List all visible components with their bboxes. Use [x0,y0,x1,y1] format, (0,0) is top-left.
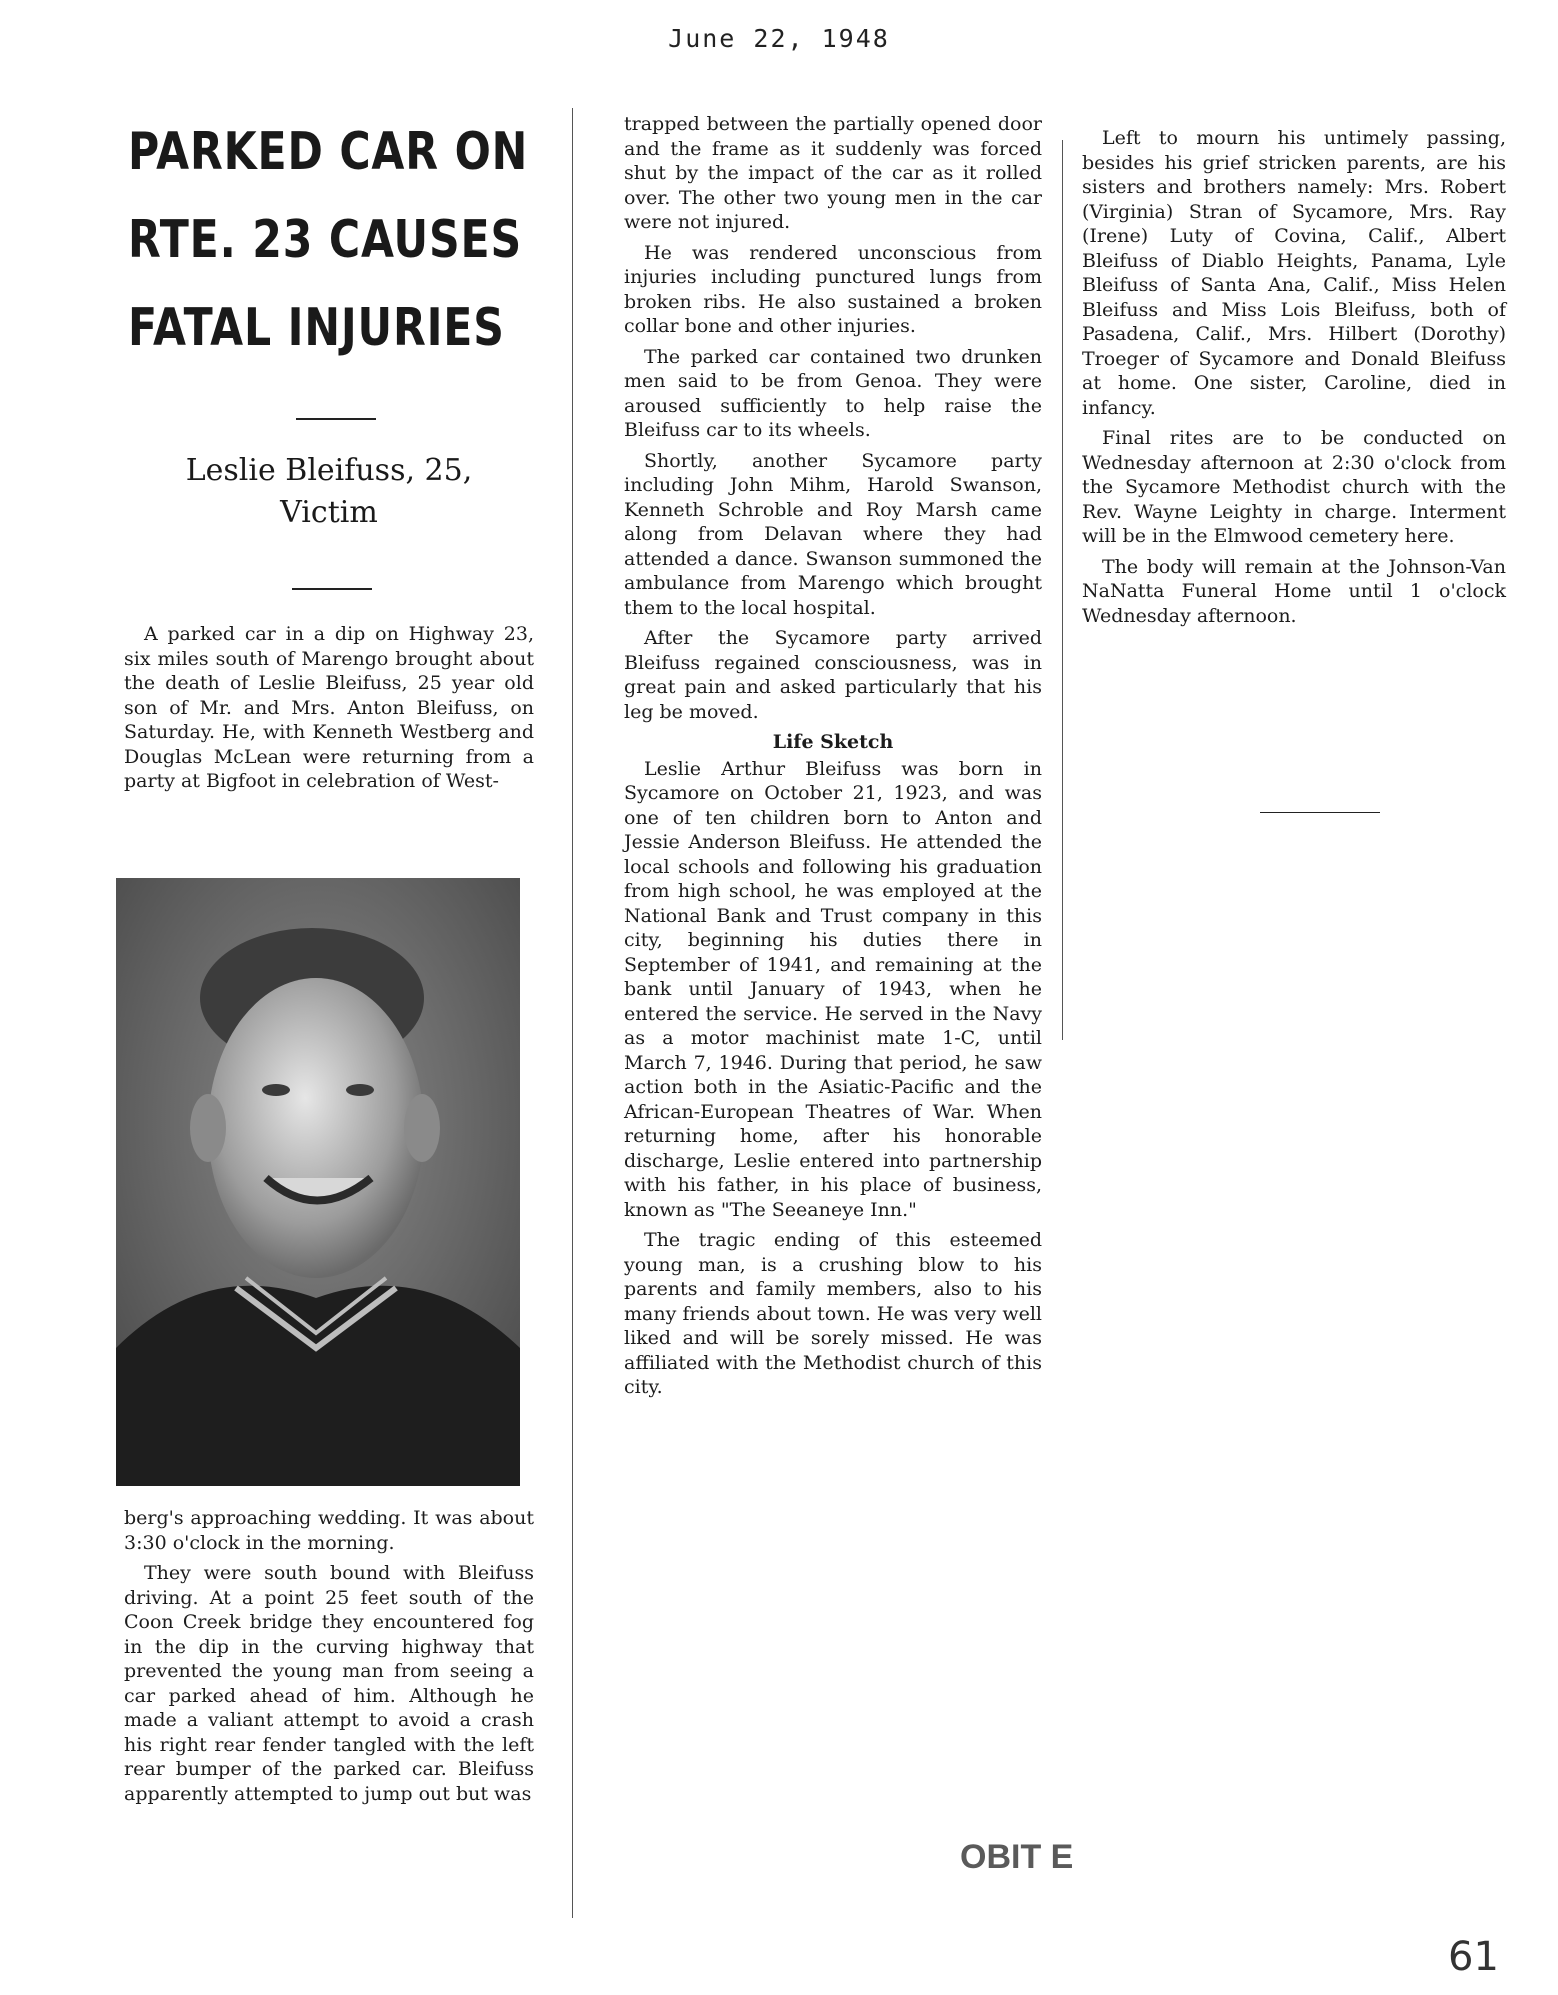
paragraph: He was rendered unconscious from injuries including punctured lungs from broken ribs. He also sustained a broken collar bone and other injuries. [624,241,1042,337]
paragraph: After the Sycamore party arrived Bleifuss regained consciousness, was in great pain and asked particularly that his leg be moved. [624,627,1042,723]
paragraph: Left to mourn his untimely passing, besides his grief stricken parents, are his sisters and brothers namely: Mrs. Robert (Virginia) Stran of Sycamore, Mrs. Ray (Irene) Luty of Covina, Calif., Albert Bleifuss of Diablo Heights, Panama, Lyle Bleifuss of Santa Ana, Calif., Miss Helen Bleifuss and Miss Lois Bleifuss, both of Pasadena, Calif., Mrs. Hilbert (Dorothy) Troeger of Sycamore and Donald Bleifuss at home. One sister, Caroline, died in infancy. [1082,127,1506,419]
headline-divider [296,418,376,420]
paragraph: They were south bound with Bleifuss driving. At a point 25 feet south of the Coon Creek bridge they encountered fog in the dip in the curving highway that prevented the young man from seeing a car parked ahead of him. Although he made a valiant attempt to avoid a crash his right rear fender tangled with the left rear bumper of the parked car. Bleifuss apparently attempted to jump out but was [124,1562,534,1805]
paragraph: The tragic ending of this esteemed young man, is a crushing blow to his parents and family members, also to his many friends about town. He was very well liked and will be sorely missed. He was affiliated with the Methodist church of this city. [624,1229,1042,1398]
sailor-portrait-image [116,878,520,1486]
end-rule [1260,812,1380,813]
life-sketch-heading: Life Sketch [772,731,894,753]
obit-stamp: OBIT E [960,1838,1074,1876]
article-column-3 [1082,126,1506,634]
subheadline [124,450,534,534]
subhead-divider [292,588,372,590]
paragraph: The body will remain at the Johnson-Van NaNatta Funeral Home until 1 o'clock Wednesday afternoon. [1082,555,1506,627]
article-column-2 [624,112,1042,1406]
headline-line-3: FATAL INJURIES [128,298,505,358]
page-number: 61 [1448,1934,1499,1980]
paragraph: berg's approaching wedding. It was about 3:30 o'clock in the morning. [124,1507,534,1554]
intro-paragraph: A parked car in a dip on Highway 23, six miles south of Marengo brought about the death of Leslie Bleifuss, 25 year old son of Mr. and Mrs. Anton Bleifuss, on Saturday. He, with Kenneth Westberg and Douglas McLean were returning from a party at Bigfoot in celebration of West- [124,623,534,792]
headline [128,108,529,372]
headline-line-1: PARKED CAR ON [128,122,529,182]
paragraph: Leslie Arthur Bleifuss was born in Sycamore on October 21, 1923, and was one of ten children born to Anton and Jessie Anderson Bleifuss. He attended the local schools and following his graduation from high school, he was employed at the National Bank and Trust company in this city, beginning his duties there in September of 1941, and remaining at the bank until January of 1943, when he entered the service. He served in the Navy as a motor machinist mate 1-C, until March 7, 1946. During that period, he saw action both in the Asiatic-Pacific and the African-European Theatres of War. When returning home, after his honorable discharge, Leslie entered into partnership with his father, in his place of business, known as "The Seeaneye Inn." [624,757,1042,1221]
paragraph: Final rites are to be conducted on Wednesday afternoon at 2:30 o'clock from the Sycamore Methodist church with the Rev. Wayne Leighty in charge. Interment will be in the Elmwood cemetery here. [1082,427,1506,547]
article-intro [124,622,534,800]
subhead-line-2: Victim [280,495,378,530]
paragraph: Shortly, another Sycamore party including John Mihm, Harold Swanson, Kenneth Schroble and Roy Marsh came along from Delavan where they had attended a dance. Swanson summoned the ambulance from Marengo which brought them to the local hospital. [624,449,1042,619]
paragraph: The parked car contained two drunken men said to be from Genoa. They were aroused sufficiently to help raise the Bleifuss car to its wheels. [624,345,1042,441]
article-column-1-continued [124,1506,534,1812]
column-rule [572,108,573,1918]
column-rule [1062,140,1063,1040]
paragraph: trapped between the partially opened door and the frame as it suddenly was forced shut by the impact of the car as it rolled over. The other two young men in the car were not injured. [624,113,1042,233]
clipping-date: June 22, 1948 [668,24,890,53]
portrait-photo [116,878,520,1486]
headline-line-2: RTE. 23 CAUSES [128,210,522,270]
subhead-line-1: Leslie Bleifuss, 25, [185,453,473,488]
